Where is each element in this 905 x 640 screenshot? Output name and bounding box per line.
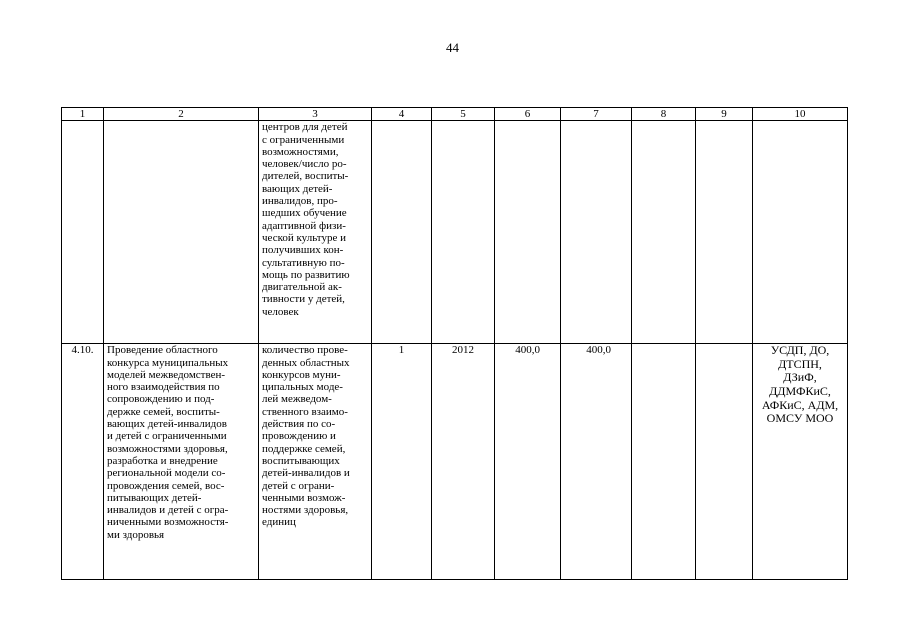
column-header: 4 bbox=[372, 108, 432, 121]
text-line: количество прове- bbox=[262, 344, 348, 357]
text-line: провождения семей, вос- bbox=[107, 479, 225, 492]
cell-value bbox=[372, 121, 432, 344]
text-line: единиц bbox=[262, 516, 296, 529]
text-line: инвалидов и детей с огра- bbox=[107, 504, 229, 517]
text-line: поддержке семей, bbox=[262, 442, 346, 455]
text-line: воспитывающих bbox=[262, 454, 340, 467]
text-line: ДЗиФ, bbox=[783, 370, 817, 385]
cell-event-name bbox=[104, 344, 259, 580]
text-line: ченными возмож- bbox=[262, 491, 346, 504]
text-line: человек bbox=[262, 305, 299, 318]
cell-number bbox=[62, 121, 104, 344]
column-header: 3 bbox=[259, 108, 372, 121]
text-line: конкурса муниципальных bbox=[107, 356, 229, 369]
text-line: лей межведом- bbox=[262, 393, 332, 406]
cell-amount bbox=[561, 121, 632, 344]
text-line: разработка и внедрение bbox=[107, 454, 218, 467]
cell-value: 1 bbox=[372, 344, 432, 580]
data-table bbox=[61, 107, 848, 580]
cell-event-name bbox=[104, 121, 259, 344]
text-line: с ограниченными bbox=[262, 133, 345, 146]
text-line: вающих детей-инвалидов bbox=[107, 418, 227, 431]
cell-empty bbox=[632, 121, 696, 344]
text-line: дителей, воспиты- bbox=[262, 170, 349, 183]
cell-year bbox=[432, 121, 495, 344]
text-line: детей с ограни- bbox=[262, 479, 335, 492]
text-line: конкурсов муни- bbox=[262, 368, 341, 381]
text-line: ДДМФКиС, bbox=[769, 384, 831, 399]
text-line: ДТСПН, bbox=[778, 356, 822, 371]
text-line: ческой культуре и bbox=[262, 231, 346, 244]
text-line: сопровождению и под- bbox=[107, 393, 215, 406]
text-line: человек/число ро- bbox=[262, 158, 347, 171]
text-line: ного взаимодействия по bbox=[107, 381, 220, 394]
text-line: АФКиС, АДМ, bbox=[761, 397, 839, 412]
cell-empty bbox=[696, 121, 753, 344]
text-line: мощь по развитию bbox=[262, 268, 350, 281]
text-line: денных областных bbox=[262, 356, 350, 369]
text-line: адаптивной физи- bbox=[262, 219, 346, 232]
cell-indicator bbox=[259, 121, 372, 344]
text-line: моделей межведомствен- bbox=[107, 368, 226, 381]
text-line: ми здоровья bbox=[107, 528, 165, 541]
cell-empty bbox=[632, 344, 696, 580]
column-header: 10 bbox=[753, 108, 848, 121]
cell-empty bbox=[696, 344, 753, 580]
text-line: держке семей, воспиты- bbox=[107, 405, 220, 418]
text-line: инвалидов, про- bbox=[262, 195, 338, 208]
text-line: детей-инвалидов и bbox=[262, 467, 350, 480]
cell-amount bbox=[495, 121, 561, 344]
table-header-row bbox=[62, 108, 848, 121]
column-header: 1 bbox=[62, 108, 104, 121]
text-line: получивших кон- bbox=[262, 244, 344, 257]
table-row bbox=[62, 344, 848, 580]
text-line: ципальных моде- bbox=[262, 381, 343, 394]
column-header: 5 bbox=[432, 108, 495, 121]
text-line: вающих детей- bbox=[262, 182, 333, 195]
text-line: шедших обучение bbox=[262, 207, 347, 220]
text-line: региональной модели со- bbox=[107, 467, 226, 480]
cell-executors bbox=[753, 121, 848, 344]
cell-number: 4.10. bbox=[62, 344, 104, 580]
cell-amount: 400,0 bbox=[561, 344, 632, 580]
column-header: 7 bbox=[561, 108, 632, 121]
text-line: питывающих детей- bbox=[107, 491, 202, 504]
cell-amount: 400,0 bbox=[495, 344, 561, 580]
text-line: Проведение областного bbox=[107, 344, 218, 357]
text-line: ОМСУ МОО bbox=[766, 411, 834, 426]
text-line: сультативную по- bbox=[262, 256, 345, 269]
text-line: возможностями, bbox=[262, 145, 339, 158]
text-line: ственного взаимо- bbox=[262, 405, 348, 418]
page-number: 44 bbox=[446, 40, 459, 55]
cell-executors bbox=[753, 344, 848, 580]
text-line: УСДП, ДО, bbox=[770, 343, 830, 358]
text-line: провождению и bbox=[262, 430, 336, 443]
column-header: 9 bbox=[696, 108, 753, 121]
text-line: и детей с ограниченными bbox=[107, 430, 227, 443]
text-line: ниченными возможностя- bbox=[107, 516, 229, 529]
cell-indicator bbox=[259, 344, 372, 580]
text-line: возможностями здоровья, bbox=[107, 442, 228, 455]
text-line: ностями здоровья, bbox=[262, 504, 349, 517]
column-header: 2 bbox=[104, 108, 259, 121]
text-line: действия по со- bbox=[262, 418, 336, 431]
cell-year: 2012 bbox=[432, 344, 495, 580]
text-line: двигательной ак- bbox=[262, 281, 342, 294]
column-header: 8 bbox=[632, 108, 696, 121]
table-row bbox=[62, 121, 848, 344]
text-line: центров для детей bbox=[262, 121, 348, 134]
column-header: 6 bbox=[495, 108, 561, 121]
text-line: тивности у детей, bbox=[262, 293, 345, 306]
